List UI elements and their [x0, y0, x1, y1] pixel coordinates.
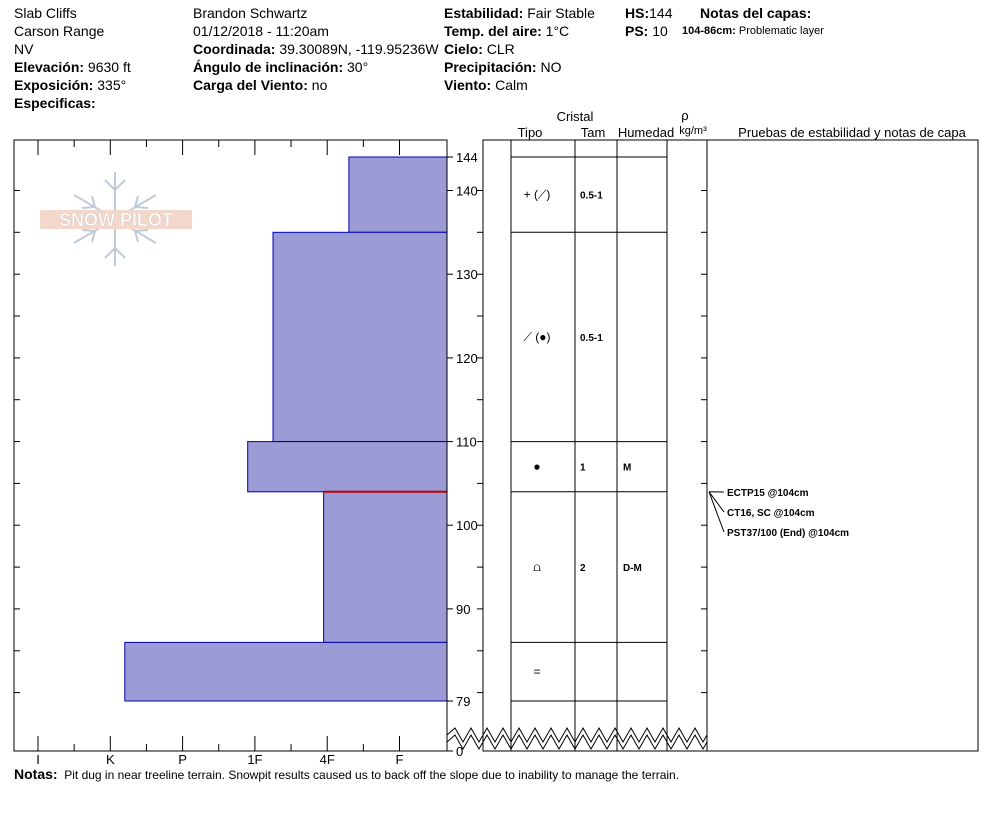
- test-pointer: [709, 492, 724, 512]
- elevation-value: 9630 ft: [87, 59, 131, 75]
- col-header-density-symbol: ρ: [681, 108, 689, 123]
- layer-note-range: 104-86cm:: [682, 25, 736, 37]
- sky-label: Cielo:: [444, 41, 483, 57]
- break-zigzag: [447, 728, 707, 742]
- wind-label: Viento:: [444, 77, 492, 93]
- site-range: Carson Range: [14, 23, 105, 39]
- crystal-type: + (⟋): [523, 187, 551, 202]
- stability-label: Estabilidad:: [444, 5, 524, 21]
- crystal-type: =: [533, 664, 541, 679]
- hardness-layer-bar: [324, 492, 447, 643]
- test-label: ECTP15 @104cm: [727, 488, 809, 499]
- hardness-layer-bar: [349, 157, 447, 232]
- wind-load-value: no: [311, 77, 328, 93]
- site-state: NV: [14, 41, 34, 57]
- notes-text: Pit dug in near treeline terrain. Snowpit results caused us to back off the slope due to inability to manage the terrain.: [64, 768, 680, 782]
- test-label: CT16, SC @104cm: [727, 508, 815, 519]
- observer: Brandon Schwartz: [193, 5, 308, 21]
- depth-tick-label: 90: [456, 601, 471, 617]
- elevation-label: Elevación:: [14, 59, 85, 75]
- precip-label: Precipitación:: [444, 59, 537, 75]
- test-label: PST37/100 (End) @104cm: [727, 528, 850, 539]
- depth-tick-label: 0: [456, 744, 464, 759]
- depth-tick-label: 110: [456, 434, 477, 450]
- air-temp-label: Temp. del aire:: [444, 23, 542, 39]
- stability-tests: [709, 488, 849, 539]
- pit-notes: [14, 766, 679, 782]
- precip-value: NO: [540, 59, 562, 75]
- hs-value: 144: [649, 5, 673, 21]
- depth-tick-label: 79: [456, 694, 471, 709]
- depth-axis: [447, 140, 478, 759]
- ps-value: 10: [652, 23, 668, 39]
- crystal-type: ●: [533, 459, 541, 474]
- datetime: 01/12/2018 - 11:20am: [193, 23, 329, 39]
- depth-tick-label: 130: [456, 267, 478, 283]
- layer-note-text: Problematic layer: [738, 25, 824, 37]
- depth-tick-label: 120: [456, 350, 478, 366]
- wind-value: Calm: [495, 77, 528, 93]
- hardness-tick-label: 1F: [247, 752, 263, 767]
- ps-label: PS:: [625, 23, 649, 39]
- test-pointer: [709, 492, 724, 532]
- col-header-density-unit: kg/m³: [679, 125, 707, 137]
- layer-notes-title: Notas del capas:: [700, 5, 812, 21]
- coord-label: Coordinada:: [193, 41, 276, 57]
- hardness-tick-label: F: [395, 752, 404, 767]
- hardness-layer-bar: [248, 442, 447, 492]
- crystal-size: 0.5-1: [580, 190, 603, 202]
- depth-tick-label: 100: [456, 518, 478, 534]
- sky-value: CLR: [486, 41, 515, 57]
- crystal-size: 0.5-1: [580, 332, 603, 344]
- col-header-size: Tam: [580, 125, 606, 140]
- hardness-layer-bar: [273, 232, 447, 441]
- logo-text: SNOW PILOT: [59, 210, 173, 230]
- hardness-tick-label: P: [178, 752, 187, 767]
- hardness-layer-bar: [125, 642, 447, 701]
- crystal-type: ⟋ (●): [523, 329, 551, 344]
- crystal-type: ⩍: [533, 560, 541, 575]
- site-name: Slab Cliffs: [14, 5, 77, 21]
- notes-label: Notas:: [14, 766, 58, 782]
- moisture: M: [623, 462, 632, 474]
- col-header-moisture: Humedad: [617, 125, 675, 140]
- hs-label: HS:: [625, 5, 650, 21]
- layer-table: [447, 108, 978, 751]
- hardness-tick-label: K: [105, 752, 115, 767]
- hardness-tick-label: 4F: [319, 752, 335, 767]
- layer-rows: [511, 157, 667, 701]
- depth-tick-label: 140: [456, 183, 478, 199]
- coord-value: 39.30089N, -119.95236W: [279, 41, 439, 57]
- hardness-layers: [125, 157, 447, 701]
- air-temp-value: 1°C: [545, 23, 570, 39]
- wind-load-label: Carga del Viento:: [193, 77, 308, 93]
- crystal-size: 2: [580, 563, 586, 575]
- col-header-type: Tipo: [517, 125, 543, 140]
- col-header-crystal: Cristal: [556, 109, 594, 124]
- depth-tick-label: 144: [456, 150, 478, 165]
- exposure-value: 335°: [97, 77, 127, 93]
- hardness-tick-label: I: [36, 752, 40, 767]
- snowpilot-logo: [40, 172, 192, 266]
- col-header-tests: Pruebas de estabilidad y notas de capa: [738, 125, 966, 140]
- table-frame: [483, 140, 978, 751]
- crystal-size: 1: [580, 462, 586, 474]
- moisture: D-M: [623, 563, 642, 575]
- specifics-label: Especificas:: [14, 95, 96, 111]
- incline-label: Ángulo de inclinación:: [193, 59, 344, 75]
- exposure-label: Exposición:: [14, 77, 94, 93]
- incline-value: 30°: [347, 59, 369, 75]
- stability-value: Fair Stable: [527, 5, 595, 21]
